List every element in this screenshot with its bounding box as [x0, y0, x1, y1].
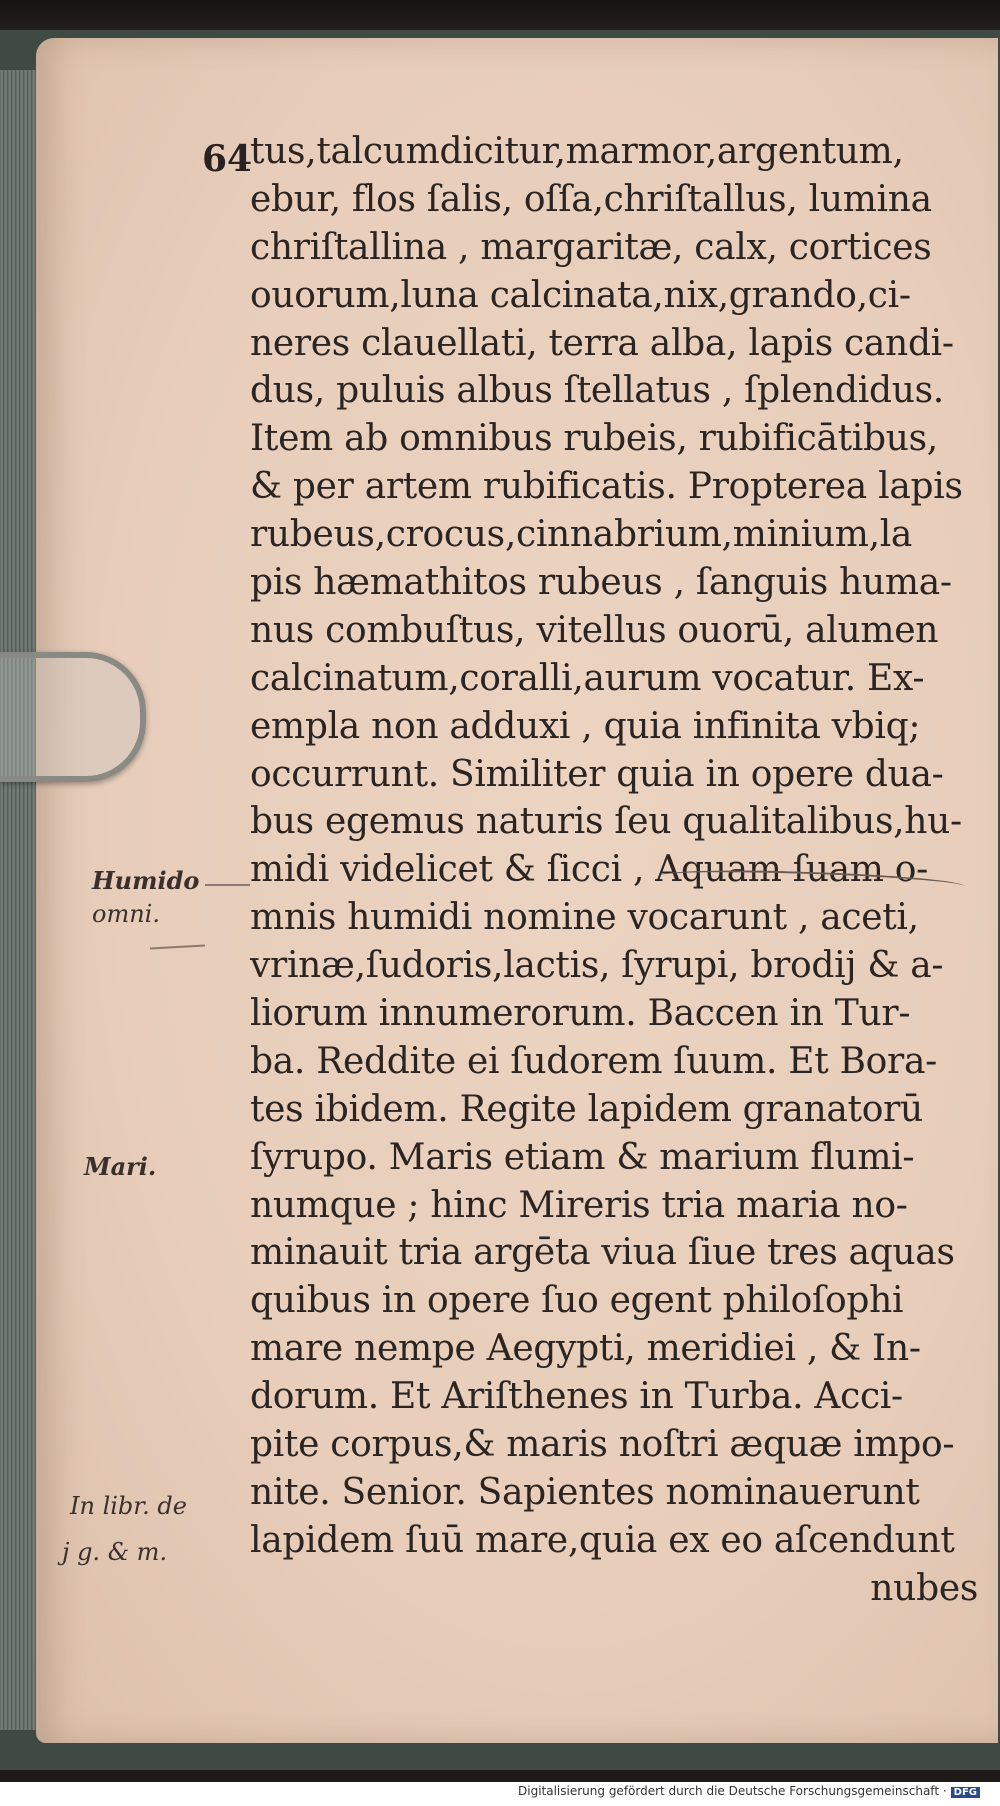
text-line: lapidem ſuū mare,quia ex eo aſcendunt [250, 1519, 955, 1561]
text-line: vrinæ,ſudoris,lactis, ſyrupi, brodij & a- [250, 945, 944, 987]
text-line: dus, puluis albus ſtellatus , ſplendidus. [250, 370, 944, 412]
side-note-jg: j g. & m. [62, 1538, 168, 1566]
catchword: nubes [870, 1567, 978, 1609]
text-line: quibus in opere ſuo egent philoſophi [250, 1280, 904, 1322]
text-line: bus egemus naturis ſeu qualitalibus,hu- [250, 801, 962, 843]
text-line: ebur, flos ſalis, oſſa,chriſtallus, lumina [250, 178, 932, 220]
side-note-omni: omni. [92, 900, 160, 928]
text-line: mare nempe Aegypti, meridiei , & In- [250, 1328, 921, 1370]
text-line: empla non adduxi , quia infinita vbiq; [250, 705, 921, 747]
main-text-block [250, 128, 990, 1613]
text-line: neres clauellati, terra alba, lapis candi- [250, 322, 954, 364]
text-line: ſyrupo. Maris etiam & marium flumi- [250, 1136, 915, 1178]
text-line: minauit tria argēta viua ſiue tres aquas [250, 1232, 955, 1274]
text-line: liorum innumerorum. Baccen in Tur- [250, 993, 911, 1035]
text-line: dorum. Et Ariſthenes in Turba. Acci- [250, 1376, 903, 1418]
text-line: ouorum,luna calcinata,nix,grando,ci- [250, 274, 911, 316]
side-note-mari: Mari. [84, 1152, 157, 1181]
text-line: midi videlicet & ſicci , Aquam ſuam o- [250, 849, 929, 891]
text-line: rubeus,crocus,cinnabrium,minium,la [250, 514, 913, 556]
credit-text: Digitalisierung gefördert durch die Deutsche Forschungsgemeinschaft · [518, 1784, 947, 1798]
text-line: chriſtallina , margaritæ, calx, cortices [250, 226, 932, 268]
side-note-in-libr: In libr. de [70, 1492, 187, 1520]
digitization-credit [518, 1784, 980, 1798]
text-line: calcinatum,coralli,aurum vocatur. Ex- [250, 657, 925, 699]
text-line: occurrunt. Similiter quia in opere dua- [250, 753, 944, 795]
text-line: numque ; hinc Mireris tria maria no- [250, 1184, 908, 1226]
text-line: & per artem rubificatis. Propterea lapis [250, 466, 963, 508]
text-line: nus combuſtus, vitellus ouorū, alumen [250, 609, 939, 651]
text-line: Item ab omnibus rubeis, rubificātibus, [250, 418, 938, 460]
page-clip [0, 652, 146, 782]
text-line: ba. Reddite ei ſudorem ſuum. Et Bora- [250, 1040, 937, 1082]
page-number: 64 [202, 138, 253, 180]
text-line: mnis humidi nomine vocarunt , aceti, [250, 897, 919, 939]
text-line: pite corpus,& maris noſtri æquæ impo- [250, 1424, 955, 1466]
text-line: pis hæmathitos rubeus , ſanguis huma- [250, 562, 952, 604]
text-line: tes ibidem. Regite lapidem granatorū [250, 1088, 923, 1130]
dfg-logo: DFG [951, 1787, 980, 1798]
margin-stroke [205, 884, 250, 886]
side-note-humido: Humido [92, 866, 200, 895]
text-line: nite. Senior. Sapientes nominauerunt [250, 1471, 920, 1513]
text-line: tus,talcumdicitur,marmor,argentum, [250, 131, 904, 172]
